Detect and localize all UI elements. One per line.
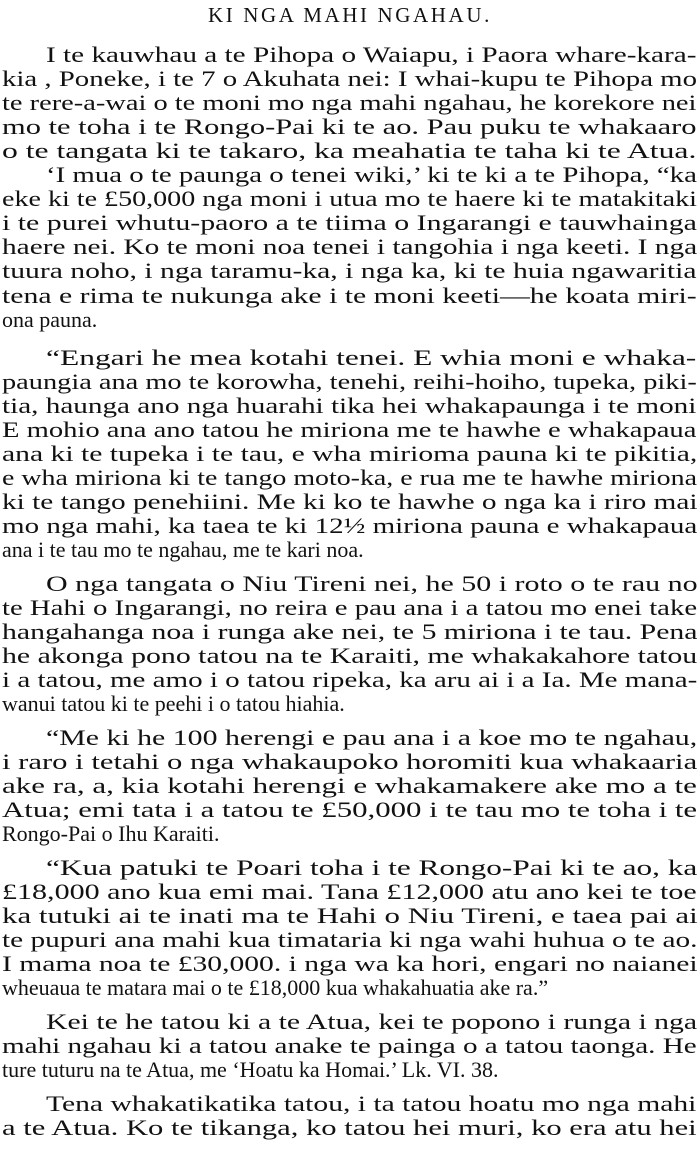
text-line: ki te tango penehiini. Me ki ko te hawhe o nga ka i riro mai bbox=[2, 489, 698, 514]
text-line: wanui tatou ki te peehi i o tatou hiahia. bbox=[2, 691, 345, 716]
text-line: tuura noho, i nga taramu-ka, i nga ka, ki te huia ngawaritia bbox=[2, 258, 697, 283]
text-line: haere nei. Ko te moni noa tenei i tangohia i nga keeti. I nga bbox=[2, 234, 698, 259]
text-line: i raro i tetahi o nga whakaupoko horomiti kua whakaaria bbox=[2, 749, 698, 774]
text-line: ‘I mua o te paunga o tenei wiki,’ ki te ki a te Pihopa, “ka bbox=[46, 162, 697, 187]
text-line: te Hahi o Ingarangi, no reira e pau ana i a tatou mo enei take bbox=[2, 595, 698, 620]
text-line: I mama noa te £30,000. i nga wa ka hori, engari no naianei bbox=[2, 951, 698, 976]
text-line: “Kua patuki te Poari toha i te Rongo-Pai ki te ao, ka bbox=[46, 855, 698, 880]
text-line: mo te toha i te Rongo-Pai ki te ao. Pau puku te whakaaro bbox=[2, 114, 697, 139]
text-line: E mohio ana ano tatou he miriona me te hawhe e whakapaua bbox=[2, 417, 697, 442]
text-line: e wha miriona ki te tango moto-ka, e rua me te hawhe miriona bbox=[2, 465, 697, 490]
text-line: mo nga mahi, ka taea te ki 12½ miriona pauna e whakapaua bbox=[2, 513, 698, 538]
text-line: paungia ana mo te korowha, tenehi, reihi-hoiho, tupeka, piki- bbox=[2, 369, 697, 394]
text-line: tia, haunga ano nga huarahi tika hei whakapaunga i te moni bbox=[2, 393, 697, 418]
text-line: Tena whakatikatika tatou, i ta tatou hoatu mo nga mahi bbox=[46, 1091, 697, 1116]
text-line: “Engari he mea kotahi tenei. E whia moni e whaka- bbox=[46, 345, 697, 370]
text-line: “Me ki he 100 herengi e pau ana i a koe mo te ngahau, bbox=[46, 725, 698, 750]
text-line: ana ki te tupeka i te tau, e wha mirioma pauna ki te pikitia, bbox=[2, 441, 698, 466]
text-line: he akonga pono tatou na te Karaiti, me whakakahore tatou bbox=[2, 643, 698, 668]
text-line: ake ra, a, kia kotahi herengi e whakamakere ake mo a te bbox=[2, 773, 697, 798]
text-line: ana i te tau mo te ngahau, me te kari noa. bbox=[2, 537, 364, 562]
text-line: Rongo-Pai o Ihu Karaiti. bbox=[2, 821, 220, 846]
text-line: hangahanga noa i runga ake nei, te 5 miriona i te tau. Pena bbox=[2, 619, 698, 644]
text-line: wheuaua te matara mai o te £18,000 kua whakahuatia ake ra.” bbox=[2, 975, 549, 1000]
text-line: tena e rima te nukunga ake i te moni keeti—he koata miri- bbox=[2, 283, 697, 308]
text-line: a te Atua. Ko te tikanga, ko tatou hei muri, ko era atu hei bbox=[2, 1115, 697, 1140]
text-line: £18,000 ano kua emi mai. Tana £12,000 atu ano kei te toe bbox=[2, 879, 697, 904]
text-line: kia , Poneke, i te 7 o Akuhata nei: I whai-kupu te Pihopa mo bbox=[2, 66, 697, 91]
text-line: O nga tangata o Niu Tireni nei, he 50 i roto o te rau no bbox=[46, 571, 698, 596]
text-line: ture tuturu na te Atua, me ‘Hoatu ka Homai.’ Lk. VI. 38. bbox=[2, 1057, 499, 1082]
page-title: KI NGA MAHI NGAHAU. bbox=[208, 3, 492, 27]
text-line: Atua; emi tata i a tatou te £50,000 i te tau mo te toha i te bbox=[2, 797, 698, 822]
text-line: o te tangata ki te takaro, ka meahatia te taha ki te Atua. bbox=[2, 138, 697, 163]
text-line: mahi ngahau ki a tatou anake te painga o a tatou taonga. He bbox=[2, 1033, 697, 1058]
text-line: i a tatou, me amo i o tatou ripeka, ka aru ai i a Ia. Me mana- bbox=[2, 667, 698, 692]
text-line: i te purei whutu-paoro a te tiima o Ingarangi e tauwhainga bbox=[2, 210, 697, 235]
text-line: te pupuri ana mahi kua timataria ki nga wahi huhua o te ao. bbox=[2, 927, 698, 952]
text-line: te rere-a-wai o te moni mo nga mahi ngahau, he korekore nei bbox=[2, 90, 697, 115]
text-line: ka tutuki ai te inati ma te Hahi o Niu Tireni, e taea pai ai bbox=[2, 903, 698, 928]
text-line: I te kauwhau a te Pihopa o Waiapu, i Paora whare-kara- bbox=[46, 42, 697, 67]
text-line: ona pauna. bbox=[2, 307, 98, 332]
text-line: eke ki te £50,000 nga moni i utua mo te haere ki te matakitaki bbox=[2, 186, 697, 211]
text-line: Kei te he tatou ki a te Atua, kei te popono i runga i nga bbox=[46, 1009, 698, 1034]
